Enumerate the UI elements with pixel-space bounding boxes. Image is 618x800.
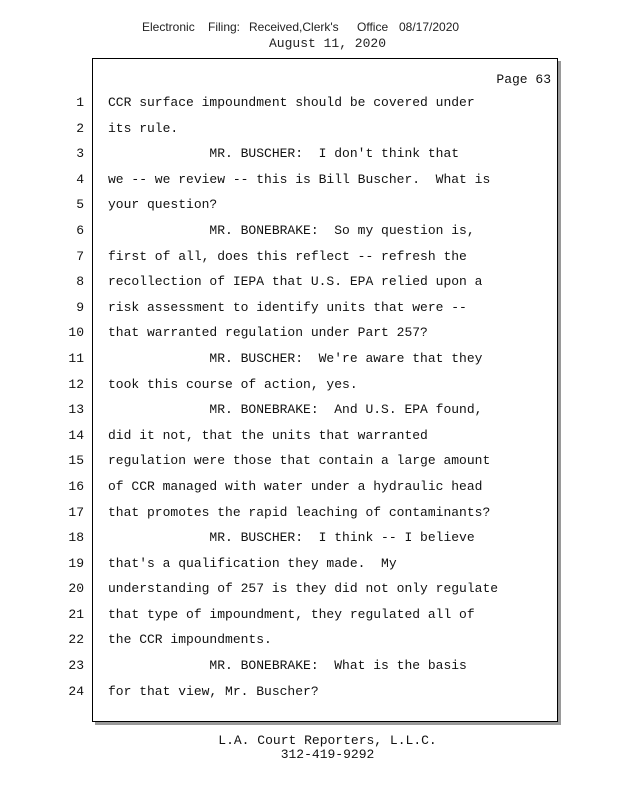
line-text: MR. BUSCHER: I don't think that — [108, 146, 460, 162]
stamp-date: 08/17/2020 — [399, 20, 460, 34]
line-text: MR. BONEBRAKE: And U.S. EPA found, — [108, 402, 483, 418]
line-text: recollection of IEPA that U.S. EPA relied upon a — [108, 274, 483, 290]
transcript-line — [0, 653, 618, 679]
transcript-line — [0, 218, 618, 244]
line-text: understanding of 257 is they did not only regulate — [108, 581, 499, 597]
page-number: Page 63 — [496, 72, 551, 87]
line-number: 1 — [76, 95, 84, 110]
line-number: 24 — [68, 683, 84, 699]
transcript-line — [0, 269, 618, 295]
transcript-line — [0, 244, 618, 270]
transcript-line — [0, 141, 618, 167]
line-text: of CCR managed with water under a hydraulic head — [108, 478, 483, 494]
line-text: CCR surface impoundment should be covered under — [108, 95, 475, 110]
court-reporter-phone: 312-419-9292 — [280, 747, 375, 762]
transcript-line — [0, 679, 618, 705]
line-number: 10 — [68, 325, 84, 341]
transcript-line — [0, 627, 618, 653]
line-text: took this course of action, yes. — [108, 376, 358, 392]
transcript-line — [0, 295, 618, 321]
line-number: 18 — [68, 530, 84, 546]
line-number: 9 — [76, 299, 84, 315]
transcript-line — [0, 448, 618, 474]
line-number: 19 — [68, 555, 84, 571]
transcript-line — [0, 576, 618, 602]
line-text: MR. BUSCHER: We're aware that they — [108, 350, 483, 366]
line-number: 13 — [68, 402, 84, 418]
line-text: we -- we review -- this is Bill Buscher. What is — [108, 171, 491, 187]
electronic-filing-stamp — [0, 20, 600, 36]
line-number: 23 — [68, 658, 84, 674]
line-text: that's a qualification they made. My — [108, 555, 397, 571]
transcript-line — [0, 192, 618, 218]
line-text: MR. BONEBRAKE: So my question is, — [108, 222, 475, 238]
line-text: regulation were those that contain a large amount — [108, 453, 491, 469]
stamp-word-electronic: Electronic — [142, 20, 195, 34]
line-number: 16 — [68, 478, 84, 494]
line-text: the CCR impoundments. — [108, 632, 272, 648]
line-number: 5 — [76, 197, 84, 213]
line-number: 21 — [68, 606, 84, 622]
transcript-line — [0, 320, 618, 346]
transcript-line — [0, 372, 618, 398]
line-text: that type of impoundment, they regulated all of — [108, 606, 475, 622]
line-number: 20 — [68, 581, 84, 597]
transcript-line — [0, 500, 618, 526]
transcript-line — [0, 346, 618, 372]
stamp-word-filing: Filing: — [208, 20, 241, 34]
line-text: your question? — [108, 197, 218, 213]
court-reporter-name: L.A. Court Reporters, L.L.C. — [218, 733, 437, 748]
line-text: MR. BUSCHER: I think -- I believe — [108, 530, 475, 546]
transcript-line — [0, 90, 618, 116]
line-number: 11 — [68, 350, 84, 366]
line-text: that promotes the rapid leaching of contaminants? — [108, 504, 491, 520]
line-number: 3 — [76, 146, 84, 162]
line-number: 2 — [76, 120, 84, 136]
transcript-line — [0, 167, 618, 193]
transcript-line — [0, 551, 618, 577]
line-number: 7 — [76, 248, 84, 264]
line-number: 6 — [76, 222, 84, 238]
transcript-line — [0, 397, 618, 423]
transcript-line — [0, 602, 618, 628]
stamp-word-received: Received,Clerk's — [249, 20, 339, 34]
line-number: 22 — [68, 632, 84, 648]
transcript-line — [0, 474, 618, 500]
line-number: 8 — [76, 274, 84, 290]
line-text: that warranted regulation under Part 257? — [108, 325, 428, 341]
transcript-line — [0, 525, 618, 551]
line-text: for that view, Mr. Buscher? — [108, 683, 319, 699]
hearing-date: August 11, 2020 — [268, 36, 387, 51]
line-number: 4 — [76, 171, 84, 187]
line-text: first of all, does this reflect -- refresh the — [108, 248, 467, 264]
transcript-line — [0, 116, 618, 142]
line-number: 14 — [68, 427, 84, 443]
line-number: 15 — [68, 453, 84, 469]
line-text: risk assessment to identify units that were -- — [108, 299, 467, 315]
transcript-line — [0, 423, 618, 449]
line-text: did it not, that the units that warranted — [108, 427, 428, 443]
line-number: 12 — [68, 376, 84, 392]
transcript-lines — [0, 90, 618, 704]
line-number: 17 — [68, 504, 84, 520]
stamp-word-office: Office — [357, 20, 389, 34]
line-text: its rule. — [108, 120, 179, 136]
line-text: MR. BONEBRAKE: What is the basis — [108, 658, 467, 674]
